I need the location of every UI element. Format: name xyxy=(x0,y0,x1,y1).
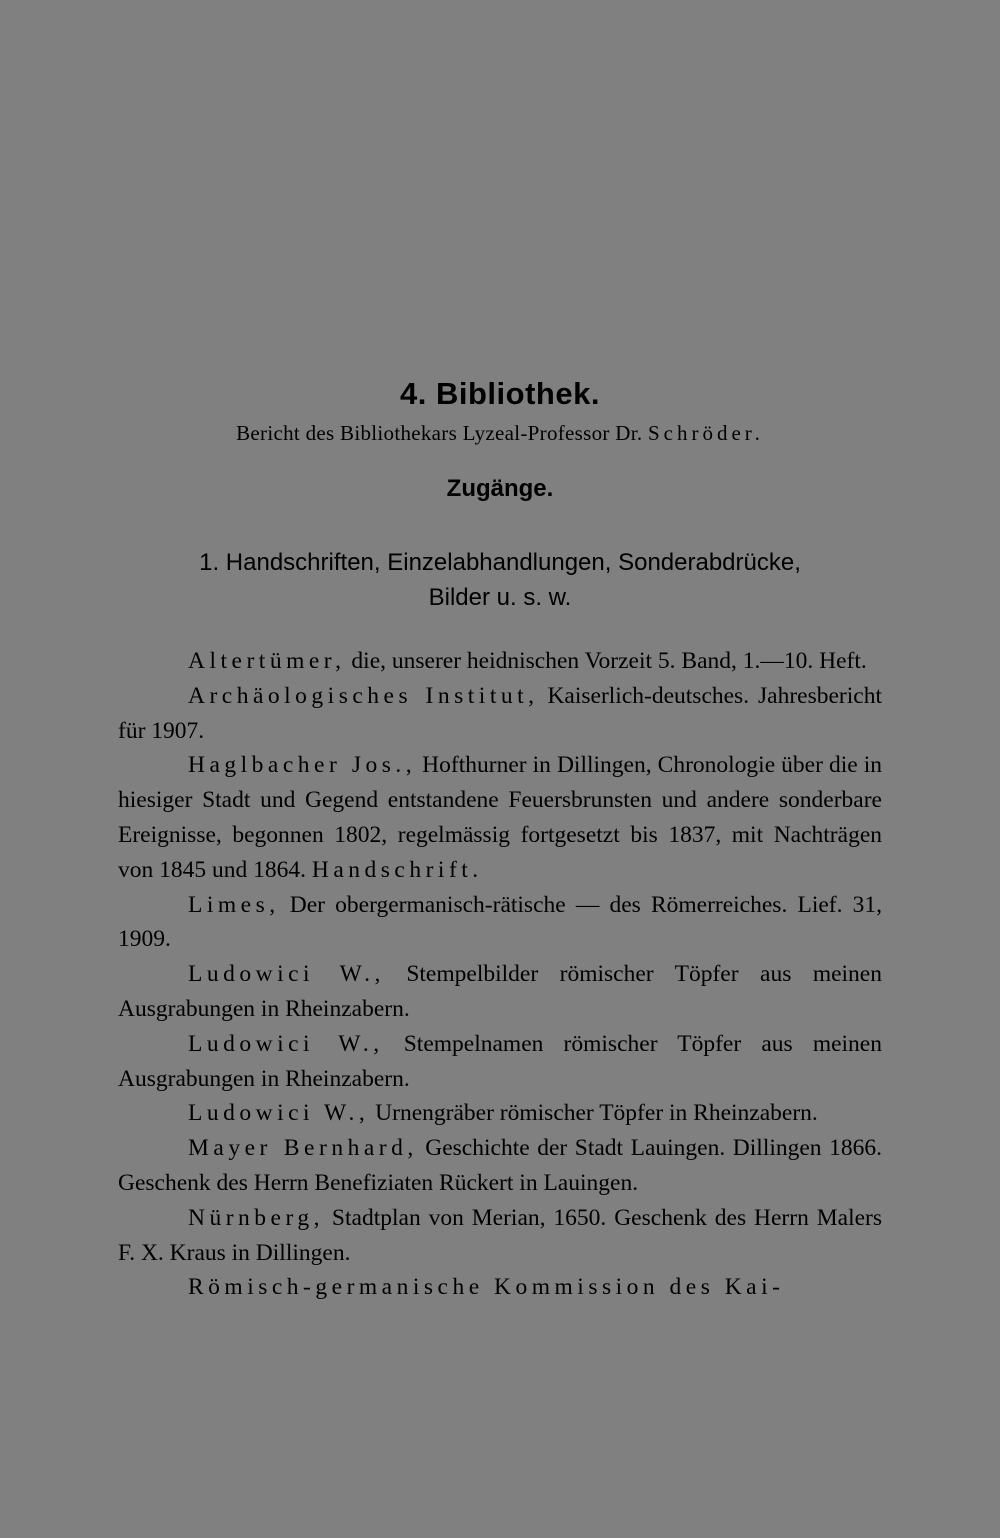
entry-name: Ludowici W., xyxy=(188,1030,384,1057)
subsection-line-1: 1. Handschriften, Einzelabhandlungen, Sonderabdrücke, xyxy=(199,549,801,576)
list-item xyxy=(118,748,882,887)
subtitle-author: Schröder. xyxy=(647,421,764,445)
entry-text: Stadtplan von Merian, 1650. Geschenk des Herrn Malers F. X. Kraus in Dillingen. xyxy=(118,1204,882,1266)
list-item xyxy=(118,644,882,679)
list-item xyxy=(118,1027,882,1097)
list-item xyxy=(118,1270,882,1305)
entry-text: Urnengräber römischer Töpfer in Rheinzabern. xyxy=(369,1100,818,1127)
list-item xyxy=(118,1131,882,1201)
entry-list xyxy=(118,644,882,1305)
entry-name: Ludowici W., xyxy=(188,961,385,988)
entry-name: Archäologisches Institut, xyxy=(188,682,539,709)
subsection-line-2: Bilder u. s. w. xyxy=(428,584,572,611)
entry-name: Limes, xyxy=(188,891,280,918)
list-item xyxy=(118,679,882,749)
entry-name: Römisch-germanische Kommission des Kai- xyxy=(188,1274,785,1301)
entry-text: Hofthurner in Dillingen, Chronologie über die in hiesiger Stadt und Gegend entstandene Feuersbrunsten und andere sonderbare Ereignisse, begonnen 1802, regelmässig fortgesetzt bis 1837, mit Nachträgen von 1845 und 1864. xyxy=(118,752,883,883)
list-item xyxy=(118,957,882,1027)
list-item xyxy=(118,888,882,958)
entry-text: Stempelbilder römischer Töpfer aus meinen Ausgrabungen in Rheinzabern. xyxy=(118,961,882,1022)
subsection-heading xyxy=(120,545,880,615)
list-item xyxy=(118,1201,882,1271)
entry-name: Mayer Bernhard, xyxy=(188,1135,418,1162)
subtitle-prefix: Bericht des Bibliothekars Lyzeal-Professor Dr. xyxy=(236,421,643,445)
report-subtitle xyxy=(0,421,1000,446)
entry-name: Haglbacher Jos., xyxy=(188,752,417,779)
entry-name: Ludowici W., xyxy=(188,1100,370,1127)
entry-name: Nürnberg, xyxy=(188,1204,325,1231)
list-item xyxy=(118,1096,882,1131)
entry-tail: Handschrift. xyxy=(311,856,483,883)
entry-text: Stempelnamen römischer Töpfer aus meinen Ausgrabungen in Rheinzabern. xyxy=(118,1030,882,1092)
section-title: Zugänge. xyxy=(446,475,554,502)
entry-text: die, unserer heidnischen Vorzeit 5. Band, 1.—10. Heft. xyxy=(345,648,867,674)
entry-text: Kaiserlich-deutsches. Jahresbericht für 1907. xyxy=(118,682,882,744)
page-title: 4. Bibliothek. xyxy=(400,376,600,411)
entry-text: Geschichte der Stadt Lauingen. Dillingen 1866. Geschenk des Herrn Benefiziaten Rückert in Lauingen. xyxy=(118,1135,882,1196)
entry-text: Der obergermanisch-rätische — des Römerreiches. Lief. 31, 1909. xyxy=(118,891,882,953)
entry-name: Altertümer, xyxy=(188,648,346,674)
